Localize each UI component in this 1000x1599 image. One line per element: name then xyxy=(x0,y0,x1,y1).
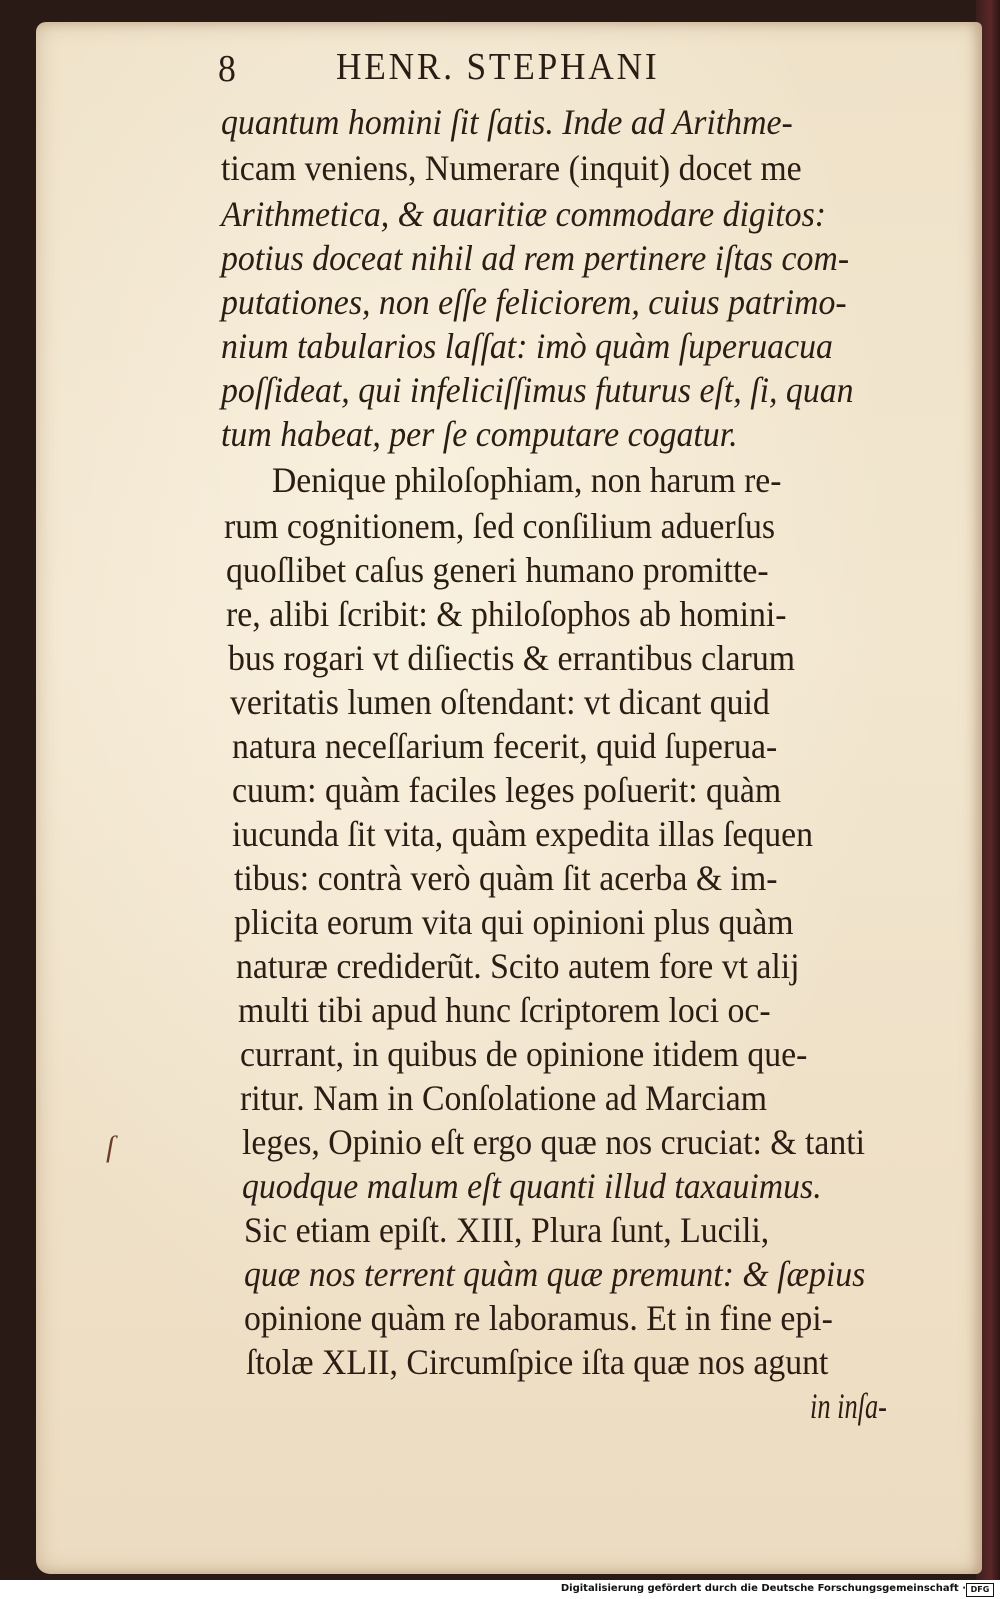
text-line: nium tabularios laſſat: imò quàm ſuperuacua xyxy=(221,326,833,366)
text-line: re, alibi ſcribit: & philoſophos ab homini- xyxy=(226,594,787,634)
text-line: leges, Opinio eſt ergo quæ nos cruciat: & tanti xyxy=(242,1122,866,1162)
text-line: Denique philoſophiam, non harum re- xyxy=(272,460,782,500)
text-line: ticam veniens, Numerare (inquit) docet me xyxy=(221,148,802,188)
text-line: multi tibi apud hunc ſcriptorem loci oc- xyxy=(238,990,771,1030)
footer-bar xyxy=(0,1580,1000,1599)
text-line: bus rogari vt diſiectis & errantibus clarum xyxy=(228,638,796,678)
text-line: quantum homini ſit ſatis. Inde ad Arithme- xyxy=(221,102,793,142)
margin-mark: ſ xyxy=(106,1130,115,1163)
text-line: naturæ crediderũt. Scito autem fore vt alij xyxy=(236,946,800,986)
text-line: currant, in quibus de opinione itidem que- xyxy=(240,1034,808,1074)
text-line: natura neceſſarium fecerit, quid ſuperua- xyxy=(232,726,778,766)
text-line: quoſlibet caſus generi humano promitte- xyxy=(226,550,769,590)
text-line: tum habeat, per ſe computare cogatur. xyxy=(221,414,738,454)
text-line: potius doceat nihil ad rem pertinere iſtas com- xyxy=(221,238,850,278)
text-line: poſſideat, qui infeliciſſimus futurus eſt, ſi, quan xyxy=(221,370,854,410)
text-line: tibus: contrà verò quàm ſit acerba & im- xyxy=(234,858,778,898)
text-line: opinione quàm re laboramus. Et in fine epi- xyxy=(244,1298,833,1338)
text-line: iucunda ſit vita, quàm expedita illas ſequen xyxy=(232,814,814,854)
text-line: rum cognitionem, ſed conſilium aduerſus xyxy=(224,506,776,546)
text-line: quæ nos terrent quàm quæ premunt: & ſæpius xyxy=(244,1254,866,1294)
text-line: ritur. Nam in Conſolatione ad Marciam xyxy=(240,1078,768,1118)
text-line: Arithmetica, & auaritiæ commodare digitos: xyxy=(221,194,827,234)
text-line: ſtolæ XLII, Circumſpice iſta quæ nos agunt xyxy=(246,1342,829,1382)
text-line: quodque malum eſt quanti illud taxauimus. xyxy=(242,1166,822,1206)
funding-credit: Digitalisierung gefördert durch die Deutsche Forschungsgemeinschaft · xyxy=(560,1583,966,1594)
running-head: HENR. STEPHANI xyxy=(336,46,660,88)
text-line: veritatis lumen oſtendant: vt dicant quid xyxy=(230,682,770,722)
text-line: cuum: quàm faciles leges poſuerit: quàm xyxy=(232,770,782,810)
page-number: 8 xyxy=(218,48,236,90)
text-line: Sic etiam epiſt. XIII, Plura ſunt, Lucili, xyxy=(244,1210,770,1250)
dfg-logo-icon: DFG xyxy=(966,1583,994,1597)
text-line: putationes, non eſſe feliciorem, cuius patrimo- xyxy=(221,282,847,322)
book-page xyxy=(36,22,982,1574)
catchword: in inſa- xyxy=(810,1386,887,1426)
text-line: plicita eorum vita qui opinioni plus quàm xyxy=(234,902,794,942)
